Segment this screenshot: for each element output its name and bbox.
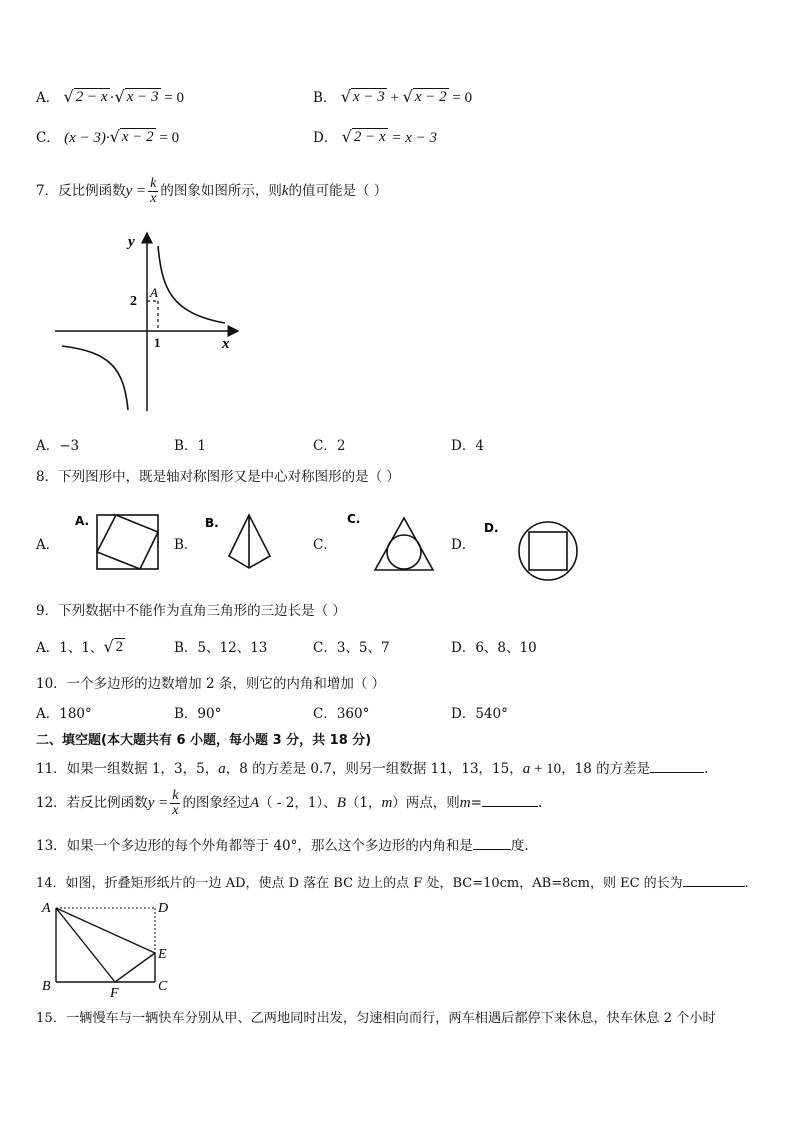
q14-folded-rectangle-figure bbox=[40, 898, 180, 998]
fig-point-d: D bbox=[158, 901, 169, 916]
sqrt-x-minus-3: √ x − 3 bbox=[114, 87, 159, 106]
q7-option-b: B．1 bbox=[174, 438, 207, 454]
q6-option-d: D． √ 2 − x = x − 3 bbox=[313, 127, 438, 146]
q10-option-d: D．540° bbox=[451, 706, 508, 722]
q13: 13．如果一个多边形的每个外角都等于 40°，那么这个多边形的内角和是 度. bbox=[36, 835, 529, 856]
q7-option-a: A．−3 bbox=[36, 438, 80, 454]
fraction-k-over-x: $\frac{k}{x}$ bbox=[172, 788, 179, 818]
q8-figure-b-kite bbox=[203, 510, 283, 572]
fig-d-label: D. bbox=[484, 521, 499, 535]
q9-option-b: B．5、12、13 bbox=[174, 640, 268, 656]
q8-option-a-label: A． bbox=[36, 537, 60, 553]
q15-stem: 15．一辆慢车与一辆快车分别从甲、乙两地同时出发，匀速相向而行，两车相遇后都停下来休息，快车休息 2 个小时 bbox=[36, 1011, 716, 1026]
fig-point-b: B bbox=[42, 979, 51, 994]
q7-option-c: C．2 bbox=[313, 438, 346, 454]
q7-option-d: D．4 bbox=[451, 438, 484, 454]
fig-point-f: F bbox=[110, 986, 119, 998]
q14: 14．如图，折叠矩形纸片的一边 AD，使点 D 落在 BC 边上的点 F 处，BC=10cm，AB=8cm，则 EC 的长为 . bbox=[36, 872, 749, 894]
sqrt-2-minus-x: √ 2 − x bbox=[341, 127, 386, 146]
sqrt-x-minus-3: √ x − 3 bbox=[340, 87, 385, 106]
q8-stem: 8．下列图形中，既是轴对称图形又是中心对称图形的是（ ） bbox=[36, 469, 400, 485]
q6-option-a: A． √ 2 − x · √ x − 3 = 0 bbox=[36, 87, 184, 106]
q7-hyperbola-graph bbox=[50, 228, 250, 418]
q9-option-c: C．3、5、7 bbox=[313, 640, 390, 656]
q6-option-b: B． √ x − 3 + √ x − 2 = 0 bbox=[313, 87, 473, 106]
fig-a-label: A. bbox=[75, 514, 90, 528]
q8-figure-c-circle-in-triangle bbox=[345, 508, 445, 574]
fig-point-e: E bbox=[158, 947, 167, 962]
section-2-heading: 二、填空题(本大题共有 6 小题，每小题 3 分，共 18 分) bbox=[36, 733, 372, 748]
graph-tick-1: 1 bbox=[154, 335, 161, 350]
sqrt-2-minus-x: √ 2 − x bbox=[63, 87, 108, 106]
q9-stem: 9．下列数据中不能作为直角三角形的三边长是（ ） bbox=[36, 603, 346, 619]
q9-option-d: D．6、8、10 bbox=[451, 640, 537, 656]
q8-figure-d-square-in-circle bbox=[482, 516, 592, 582]
q11-answer-blank[interactable] bbox=[650, 758, 704, 773]
q6-option-c: C． (x − 3)· √ x − 2 = 0 bbox=[36, 127, 180, 146]
sqrt-x-minus-2: √ x − 2 bbox=[402, 87, 447, 106]
graph-point-a: A bbox=[150, 285, 158, 300]
fraction-k-over-x: $\frac{k}{x}$ bbox=[150, 176, 157, 206]
q10-option-a: A．180° bbox=[36, 706, 92, 722]
fig-point-c: C bbox=[158, 979, 168, 994]
q8-option-d-label: D． bbox=[451, 537, 476, 553]
graph-tick-2: 2 bbox=[130, 294, 137, 309]
q8-figure-a-square-in-square bbox=[72, 510, 172, 572]
q9-option-a: A．1、1、 √ 2 bbox=[36, 637, 124, 656]
q10-stem: 10．一个多边形的边数增加 2 条，则它的内角和增加（ ） bbox=[36, 676, 386, 692]
sqrt-x-minus-2: √ x − 2 bbox=[109, 127, 154, 146]
q10-option-b: B．90° bbox=[174, 706, 222, 722]
graph-x-label: x bbox=[222, 336, 230, 352]
sqrt-2: √ 2 bbox=[103, 637, 124, 656]
q8-option-c-label: C． bbox=[313, 537, 337, 553]
fig-b-label: B. bbox=[205, 516, 219, 530]
fig-c-label: C. bbox=[347, 512, 361, 526]
q10-option-c: C．360° bbox=[313, 706, 370, 722]
fig-point-a: A bbox=[42, 901, 51, 916]
graph-y-label: y bbox=[128, 234, 135, 250]
q12: 12．若反比例函数y = $\frac{k}{x}$ 的图象经过A（ - 2，1）、B（1，m）两点，则m= . bbox=[36, 788, 543, 818]
q14-answer-blank[interactable] bbox=[683, 872, 745, 887]
q13-answer-blank[interactable] bbox=[473, 835, 511, 850]
q7-stem: 7．反比例函数y = $\frac{k}{x}$ 的图象如图所示，则k的值可能是（ ） bbox=[36, 176, 388, 206]
q11: 11．如果一组数据 1，3，5，a，8 的方差是 0.7，则另一组数据 11，13，15，a + 10，18 的方差是 . bbox=[36, 758, 708, 779]
q8-option-b-label: B． bbox=[174, 537, 198, 553]
q12-answer-blank[interactable] bbox=[482, 792, 538, 807]
